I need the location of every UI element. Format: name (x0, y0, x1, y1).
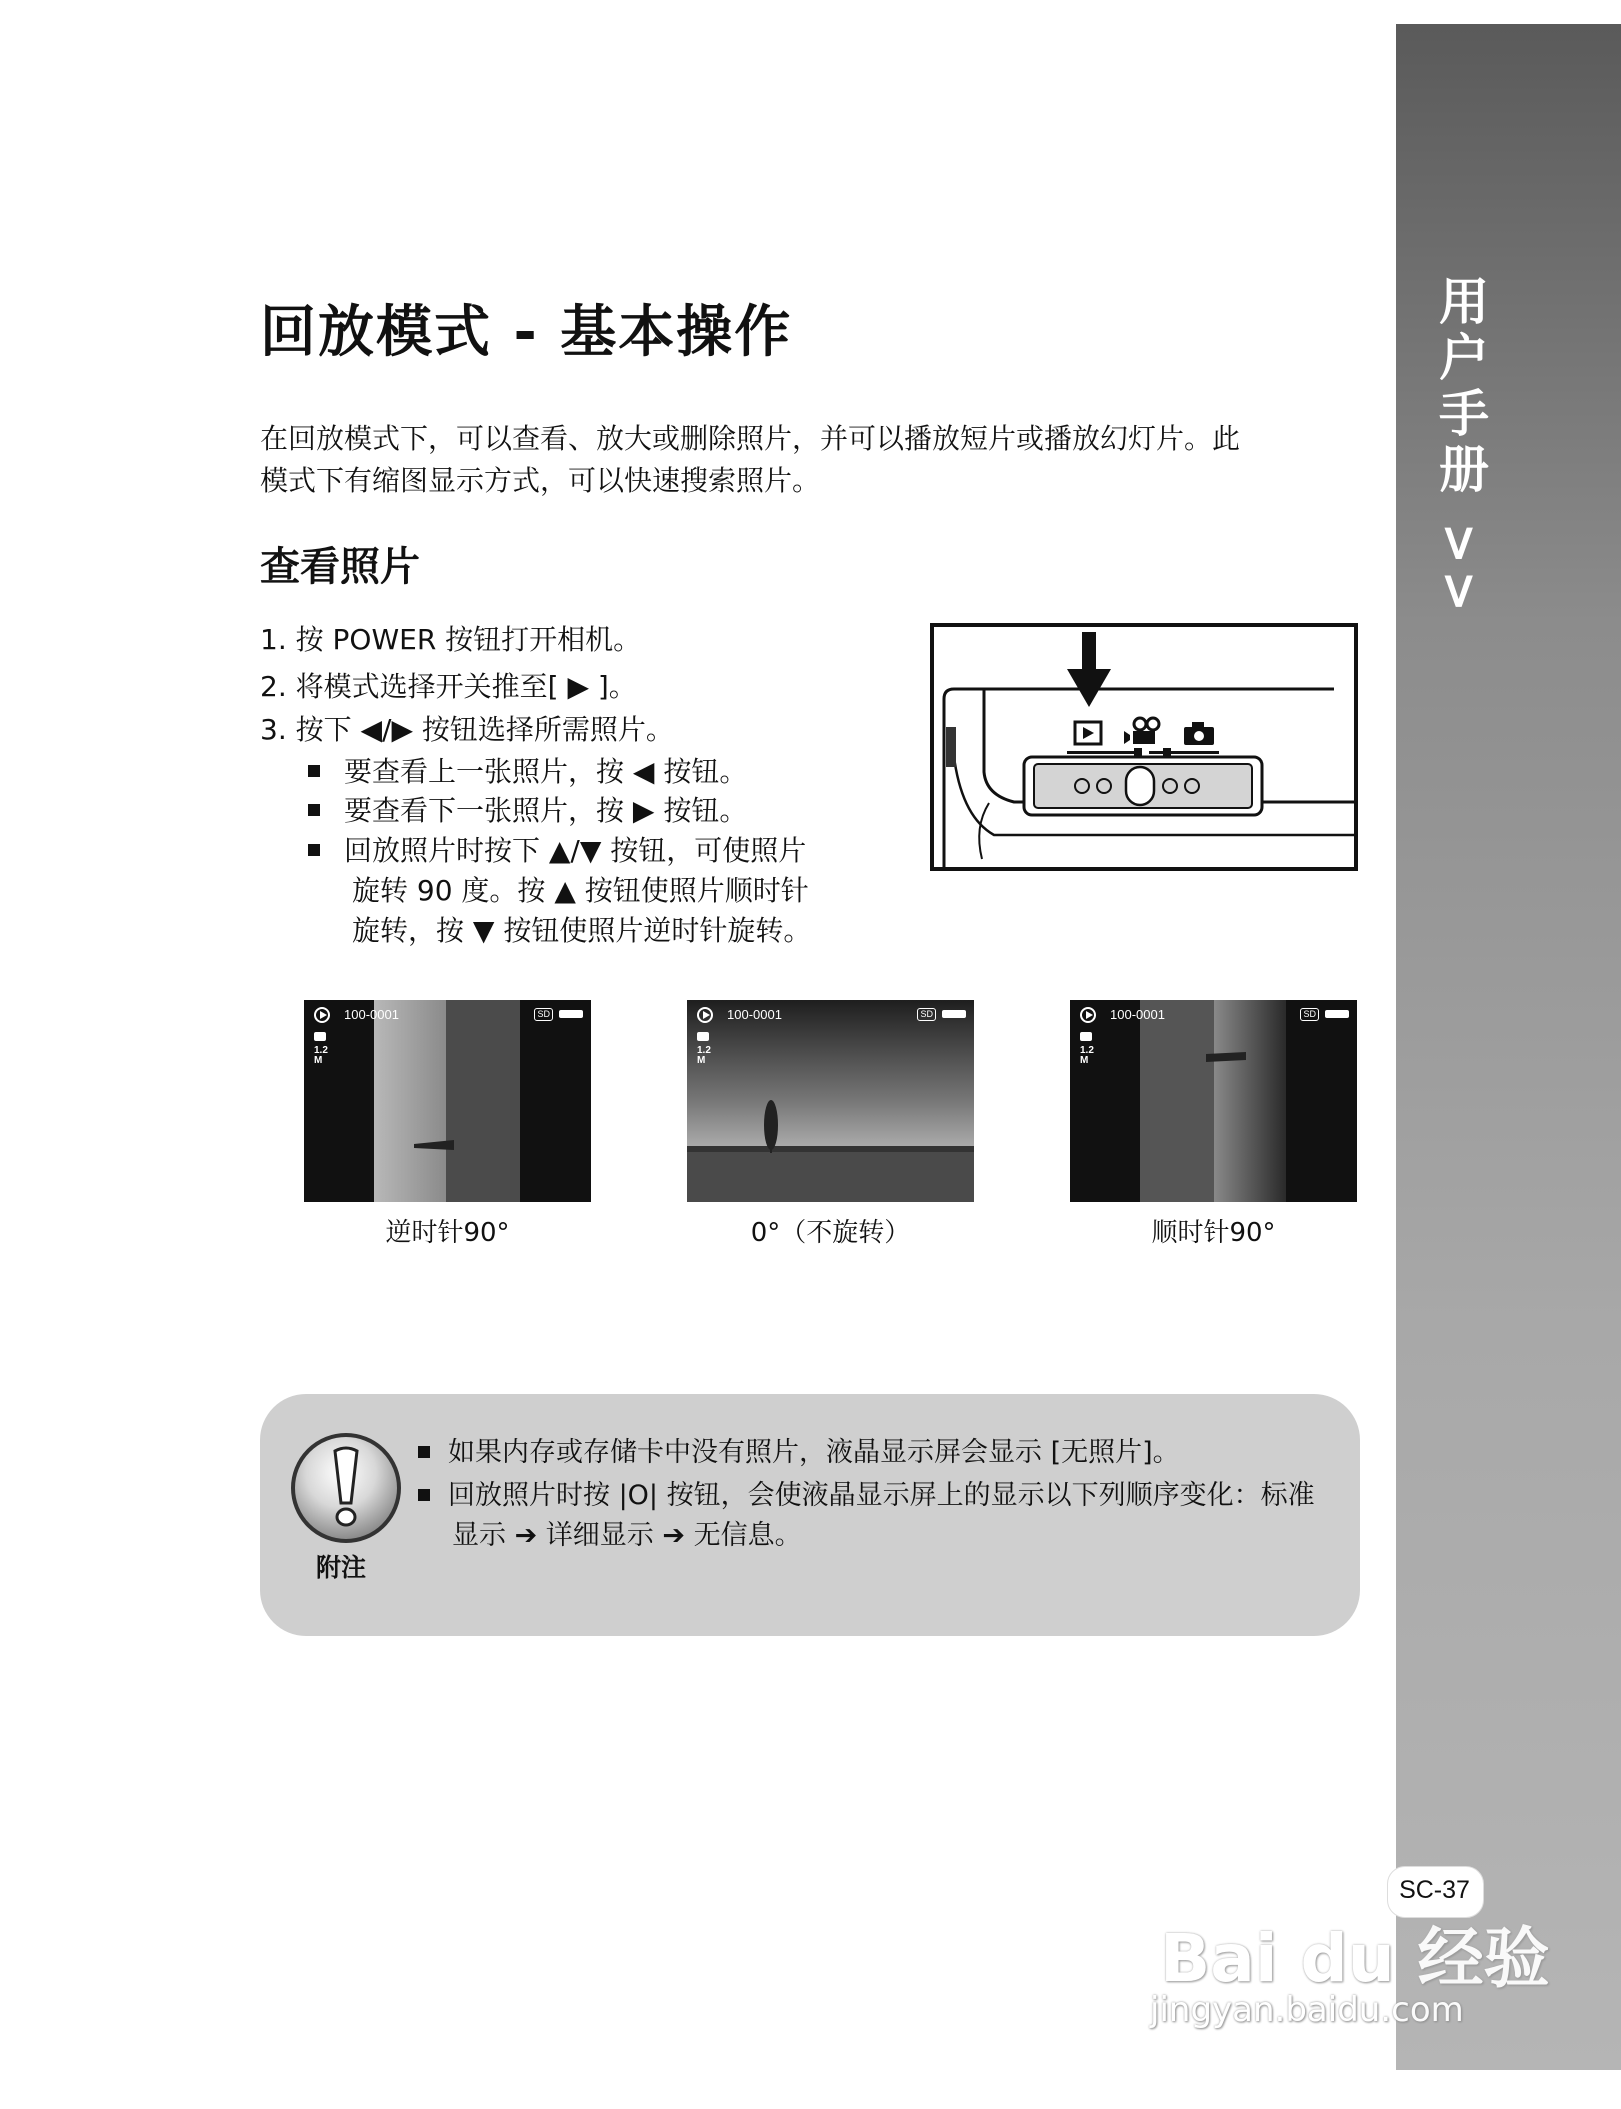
baidu-watermark-logo: Bai du 经验 (1160, 1920, 1550, 1997)
intro-line-1: 在回放模式下，可以查看、放大或删除照片，并可以播放短片或播放幻灯片。此 (260, 422, 1241, 455)
lcd-status-bar (1070, 1000, 1357, 1030)
file-number: 100-0001 (344, 1007, 399, 1022)
note-item-1: 如果内存或存储卡中没有照片，液晶显示屏会显示 [无照片]。 (418, 1430, 1180, 1469)
battery-icon (1325, 1010, 1349, 1018)
side-tab-label: 用户手册 >> (1431, 275, 1489, 619)
camera-mode-icon (1184, 722, 1214, 745)
note-item-2: 回放照片时按 |O| 按钮，会使液晶显示屏上的显示以下列顺序变化：标准 (418, 1473, 1315, 1512)
battery-icon (559, 1010, 583, 1018)
step-1: 1. 按 POWER 按钮打开相机。 (260, 623, 642, 656)
photo-rotated-ccw (304, 1000, 591, 1202)
camera-icon (314, 1032, 326, 1041)
resolution-indicator: 1.2 M (314, 1045, 328, 1066)
lcd-screen-no-rotation (687, 1000, 974, 1202)
sd-card-icon: SD (917, 1008, 936, 1021)
photo-rotated-cw (1070, 1000, 1357, 1202)
bullet-rotate-cont-1: 旋转 90 度。按 ▲ 按钮使照片顺时针 (352, 874, 809, 907)
playback-mode-icon (1080, 1007, 1096, 1023)
camera-mode-switch-diagram (930, 623, 1358, 871)
playback-mode-icon (697, 1007, 713, 1023)
file-number: 100-0001 (1110, 1007, 1165, 1022)
battery-icon (942, 1010, 966, 1018)
caption-counterclockwise: 逆时针90° (385, 1218, 510, 1248)
bullet-previous: 要查看上一张照片，按 ◀ 按钮。 (308, 750, 747, 790)
camera-icon (1080, 1032, 1092, 1041)
bullet-rotate-cont-2: 旋转，按 ▼ 按钮使照片逆时针旋转。 (352, 914, 812, 947)
section-heading: 查看照片 (260, 544, 420, 590)
lcd-status-bar (687, 1000, 974, 1030)
bullet-square-icon (308, 844, 320, 856)
lcd-status-bar (304, 1000, 591, 1030)
intro-line-2: 模式下有缩图显示方式，可以快速搜索照片。 (260, 464, 821, 497)
camera-illustration (934, 627, 1354, 867)
intro-paragraph (260, 418, 1360, 502)
sd-card-icon: SD (1300, 1008, 1319, 1021)
baidu-watermark-url: jingyan.baidu.com (1150, 1990, 1464, 2030)
exclamation-icon (291, 1433, 401, 1543)
step-2: 2. 将模式选择开关推至[ ▶ ]。 (260, 670, 637, 703)
resolution-indicator: 1.2 M (1080, 1045, 1094, 1066)
bullet-rotate: 回放照片时按下 ▲/▼ 按钮，可使照片 (308, 829, 806, 869)
file-number: 100-0001 (727, 1007, 782, 1022)
page-number: SC-37 (1399, 1876, 1470, 1904)
lcd-screen-counterclockwise (304, 1000, 591, 1202)
caption-clockwise: 顺时针90° (1151, 1218, 1276, 1248)
playback-mode-icon (314, 1007, 330, 1023)
note-item-2-cont: 显示 ➔ 详细显示 ➔ 无信息。 (452, 1520, 802, 1551)
lcd-screen-clockwise (1070, 1000, 1357, 1202)
bullet-next: 要查看下一张照片，按 ▶ 按钮。 (308, 789, 747, 829)
step-3: 3. 按下 ◀/▶ 按钮选择所需照片。 (260, 713, 674, 746)
note-label: 附注 (316, 1553, 367, 1582)
bullet-square-icon (418, 1489, 430, 1501)
camera-icon (697, 1032, 709, 1041)
sd-card-icon: SD (534, 1008, 553, 1021)
photo-landscape (687, 1000, 974, 1202)
movie-mode-icon (1124, 718, 1159, 744)
playback-mode-icon (1075, 722, 1101, 744)
caption-no-rotation: 0°（不旋转） (750, 1218, 911, 1248)
resolution-indicator: 1.2 M (697, 1045, 711, 1066)
page-title: 回放模式 - 基本操作 (260, 300, 793, 365)
bullet-square-icon (308, 765, 320, 777)
bullet-square-icon (308, 804, 320, 816)
bullet-square-icon (418, 1446, 430, 1458)
